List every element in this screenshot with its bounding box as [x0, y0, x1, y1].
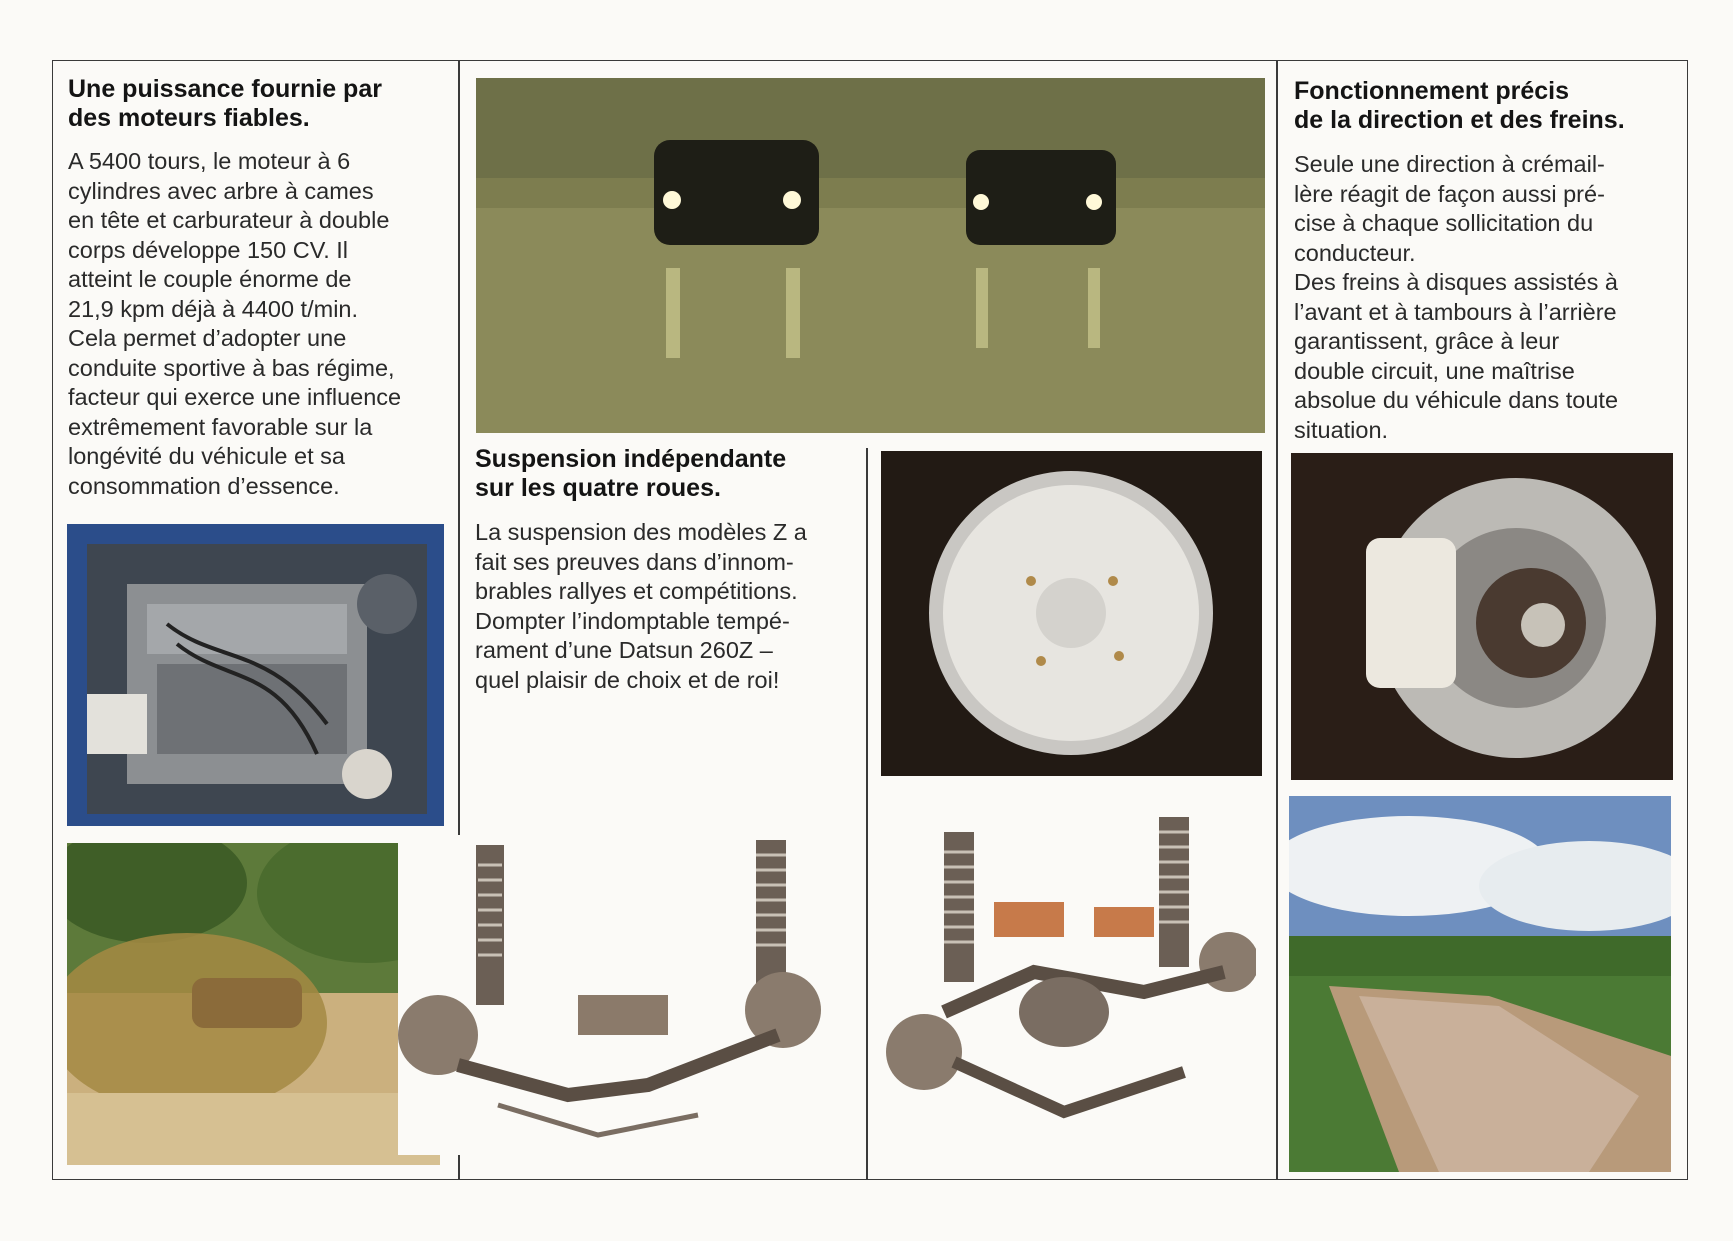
front-suspension-illustration	[398, 835, 838, 1155]
engine-bay-photo	[67, 524, 444, 826]
rally-car-dust-photo	[67, 843, 440, 1165]
steering-brakes-heading: Fonctionnement précis de la direction et des freins.	[1294, 77, 1625, 134]
disc-brake-photo	[1291, 453, 1673, 780]
engine-heading: Une puissance fournie par des moteurs fiables.	[68, 75, 382, 132]
two-cars-wet-road-photo	[476, 78, 1265, 433]
column-divider-3	[1276, 60, 1278, 1180]
rear-suspension-illustration	[884, 812, 1256, 1157]
suspension-text: La suspension des modèles Z a fait ses preuves dans d’innom- brables rallyes et compétitions. Dompter l’indomptable tempé- rament d’une Datsun 260Z – quel plaisir de choix et de roi!	[475, 519, 807, 693]
suspension-heading: Suspension indépendante sur les quatre roues.	[475, 445, 787, 502]
steering-brakes-text: Seule une direction à crémail- lère réagit de façon aussi pré- cise à chaque sollicitation du conducteur. Des freins à disques assistés à l’avant et à tambours à l’arrière garantissent, grâce à leur double circuit, une maîtrise absolue du véhicule dans toute situation.	[1294, 151, 1619, 443]
column-divider-2	[866, 448, 868, 1180]
muddy-road-landscape-photo	[1289, 796, 1671, 1172]
engine-text: A 5400 tours, le moteur à 6 cylindres avec arbre à cames en tête et carburateur à double corps développe 150 CV. Il atteint le couple énorme de 21,9 kpm déjà à 4400 t/min. Cela permet d’adopter une conduite sportive à bas régime, facteur qui exerce une influence extrêmement favorable sur la longévité du véhicule et sa consommation d’essence.	[68, 148, 402, 499]
flywheel-photo	[881, 451, 1262, 776]
